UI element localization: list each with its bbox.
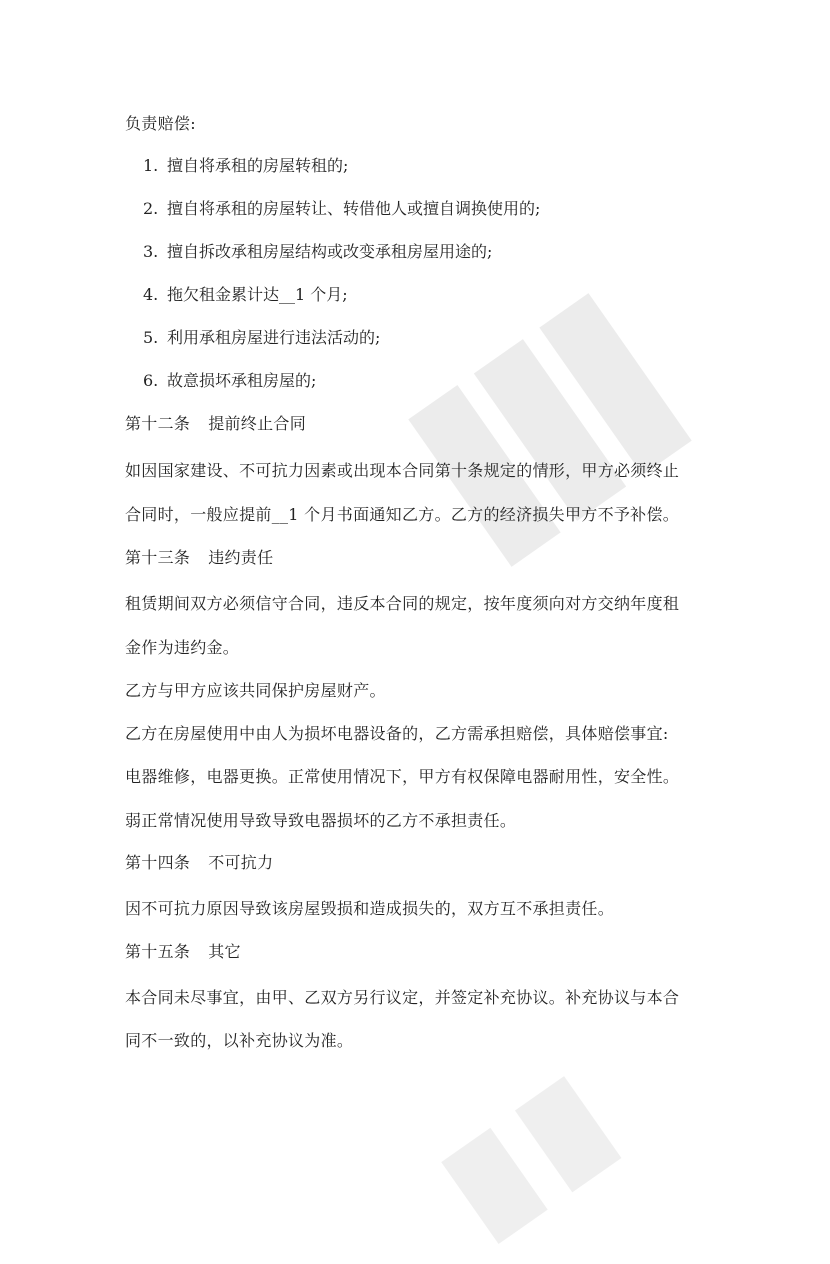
article-15-heading — [125, 941, 241, 963]
paragraph-line: 电器维修，电器更换。正常使用情况下，甲方有权保障电器耐用性，安全性。 — [125, 767, 680, 786]
list-item — [143, 327, 380, 349]
list-item-text: 擅自将承租的房屋转让、转借他人或擅自调换使用的; — [167, 199, 541, 218]
paragraph-line: 乙方与甲方应该共同保护房屋财产。 — [125, 681, 386, 700]
article-title: 不可抗力 — [208, 853, 274, 872]
list-item-text: 故意损坏承租房屋的; — [167, 371, 317, 390]
list-item-number: 3. — [143, 242, 159, 261]
list-item-number: 4. — [143, 285, 159, 304]
paragraph-line: 因不可抗力原因导致该房屋毁损和造成损失的，双方互不承担责任。 — [125, 899, 615, 918]
watermark-graphic-bottom — [419, 1016, 701, 1263]
article-number: 第十三条 — [125, 548, 191, 567]
article-13-heading — [125, 547, 273, 569]
article-title: 其它 — [208, 942, 241, 961]
paragraph-line: 同不一致的，以补充协议为准。 — [125, 1031, 354, 1050]
list-item-number: 1. — [143, 156, 159, 175]
paragraph-line: 本合同未尽事宜，由甲、乙双方另行议定，并签定补充协议。补充协议与本合 — [125, 988, 680, 1007]
paragraph-line: 合同时，一般应提前__1 个月书面通知乙方。乙方的经济损失甲方不予补偿。 — [125, 505, 680, 524]
paragraph-line: 金作为违约金。 — [125, 638, 240, 657]
intro-text: 负责赔偿: — [125, 114, 196, 133]
article-14-heading — [125, 852, 273, 874]
paragraph-line: 如因国家建设、不可抗力因素或出现本合同第十条规定的情形，甲方必须终止 — [125, 461, 680, 480]
list-item-text: 擅自拆改承租房屋结构或改变承租房屋用途的; — [167, 242, 493, 261]
list-item-number: 6. — [143, 371, 159, 390]
paragraph-line: 乙方在房屋使用中由人为损坏电器设备的，乙方需承担赔偿，具体赔偿事宜: — [125, 724, 669, 743]
list-item-text: 利用承租房屋进行违法活动的; — [167, 328, 381, 347]
list-item-text: 拖欠租金累计达__1 个月; — [167, 285, 348, 304]
paragraph-line: 租赁期间双方必须信守合同，违反本合同的规定，按年度须向对方交纳年度租 — [125, 594, 680, 613]
list-item-number: 2. — [143, 199, 159, 218]
list-item — [143, 370, 316, 392]
list-item-number: 5. — [143, 328, 159, 347]
article-12-heading — [125, 413, 306, 435]
article-number: 第十二条 — [125, 414, 191, 433]
list-item — [143, 155, 348, 177]
article-title: 提前终止合同 — [208, 414, 307, 433]
list-item — [143, 284, 348, 306]
list-item-text: 擅自将承租的房屋转租的; — [167, 156, 349, 175]
list-item — [143, 198, 540, 220]
article-title: 违约责任 — [208, 548, 274, 567]
article-number: 第十五条 — [125, 942, 191, 961]
list-item — [143, 241, 492, 263]
article-number: 第十四条 — [125, 853, 191, 872]
paragraph-line: 弱正常情况使用导致导致电器损坏的乙方不承担责任。 — [125, 811, 517, 830]
watermark-graphic — [369, 249, 731, 611]
